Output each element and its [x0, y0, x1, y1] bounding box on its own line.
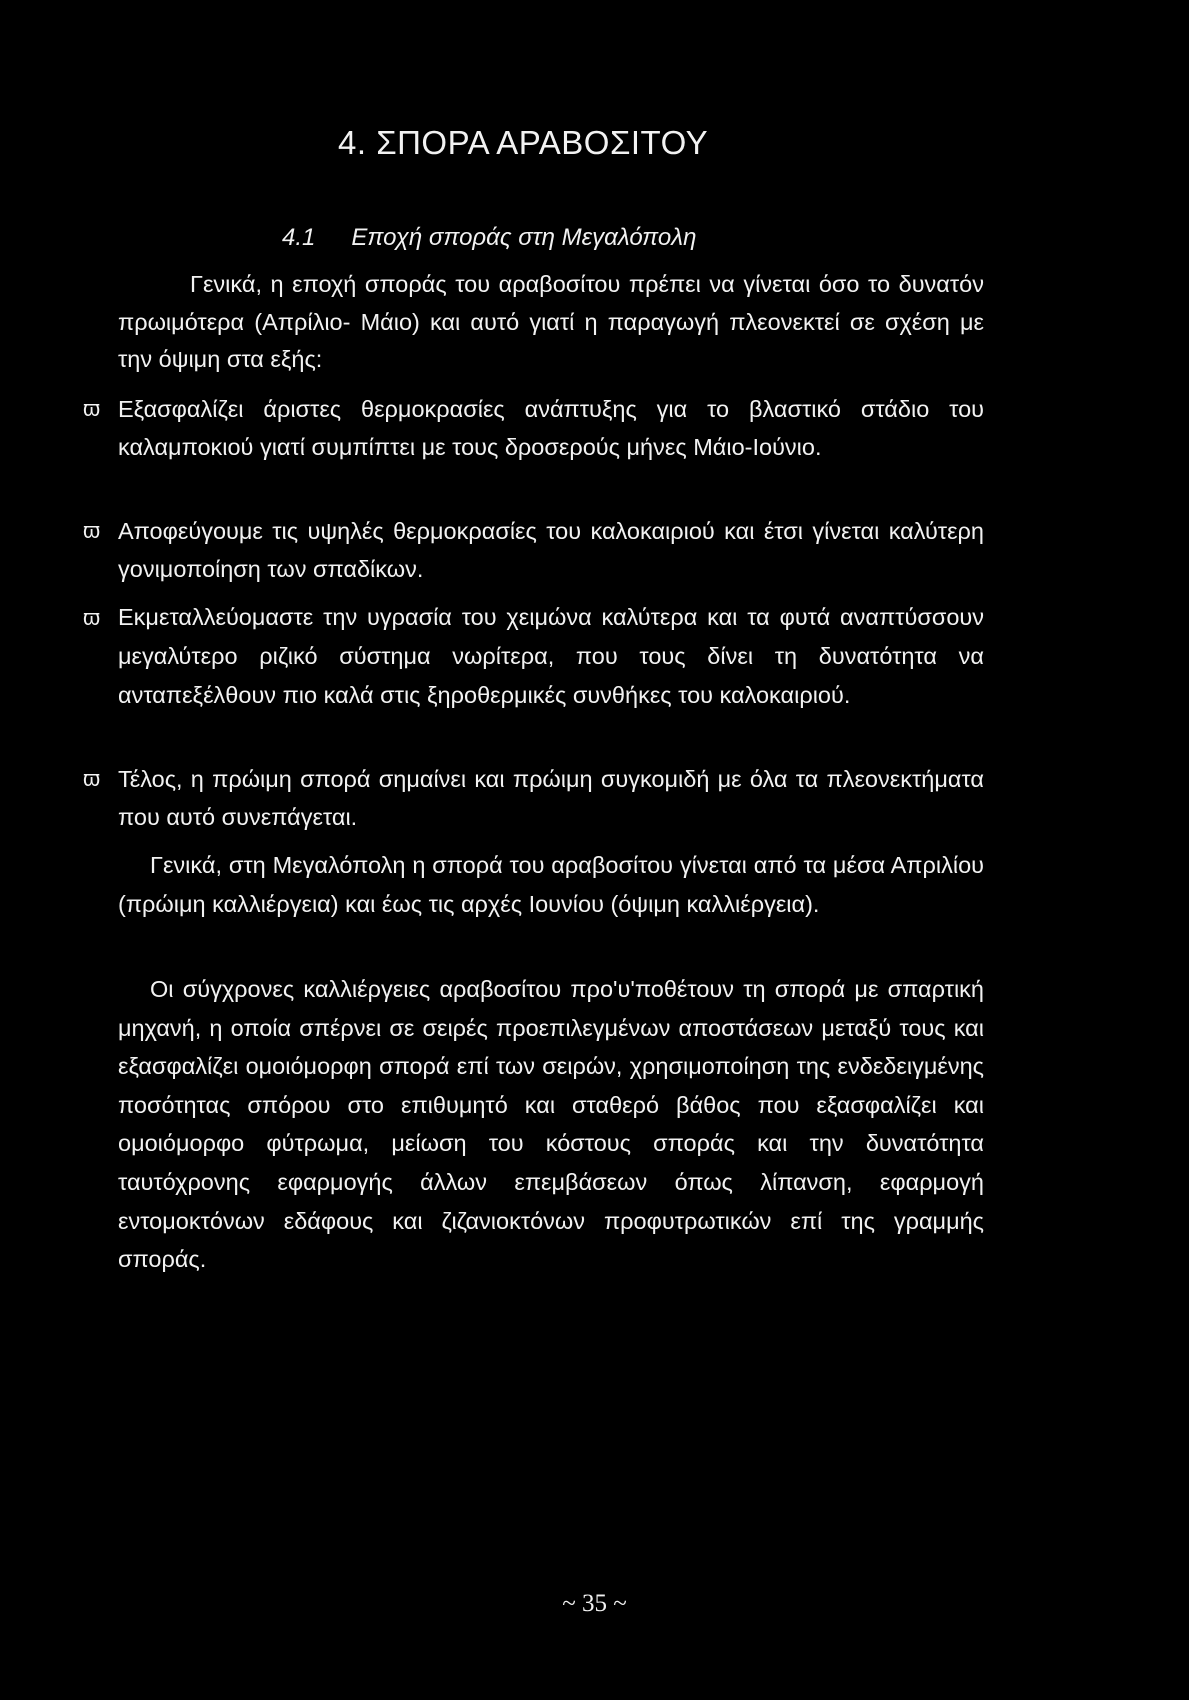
modern-cultivation-paragraph: Οι σύγχρονες καλλιέργειες αραβοσίτου προ'υ'ποθέτουν τη σπορά με σπαρτική μηχανή, η οποία σπέρνει σε σειρές προεπιλεγμένων αποστάσεων μεταξύ τους και εξασφαλίζει ομοιόμορφη σπορά επί των σειρών, χρησιμοποίηση της ενδεδειγμένης ποσότητας σπόρου στο επιθυμητό και σταθερό βάθος που εξασφαλίζει και ομοιόμορφο φύτρωμα, μείωση του κόστους σποράς και την δυνατότητα ταυτόχρονης εφαρμογής άλλων επεμβάσεων όπως λίπανση, εφαρμογή εντομοκτόνων εδάφους και ζιζανιοκτόνων προφυτρωτικών επί της γραμμής σποράς. — [118, 976, 984, 1273]
bullet-item — [83, 598, 984, 715]
bullet-text: Εξασφαλίζει άριστες θερμοκρασίες ανάπτυξης για το βλαστικό στάδιο του καλαμποκιού γιατί συμπίπτει με τους δροσερούς μήνες Μάιο-Ιούνιο. — [118, 396, 984, 460]
section-heading — [282, 224, 696, 252]
section-number: 4.1 — [282, 224, 316, 251]
bullet-item — [83, 390, 984, 466]
megalopoli-paragraph: Γενικά, στη Μεγαλόπολη η σπορά του αραβοσίτου γίνεται από τα μέσα Απριλίου (πρώιμη καλλιέργεια) και έως τις αρχές Ιουνίου (όψιμη καλλιέργεια). — [118, 852, 984, 917]
bullet-icon: ϖ — [83, 605, 101, 630]
bullet-text: Τέλος, η πρώιμη σπορά σημαίνει και πρώιμη συγκομιδή με όλα τα πλεονεκτήματα που αυτό συνεπάγεται. — [118, 766, 984, 830]
bullet-text: Αποφεύγουμε τις υψηλές θερμοκρασίες του καλοκαιριού και έτσι γίνεται καλύτερη γονιμοποίηση των σπαδίκων. — [118, 518, 984, 582]
bullet-text: Εκμεταλλεύομαστε την υγρασία του χειμώνα καλύτερα και τα φυτά αναπτύσσουν μεγαλύτερο ριζικό σύστημα νωρίτερα, που τους δίνει τη δυνατότητα να ανταπεξέλθουν πιο καλά στις ξηροθερμικές συνθήκες του καλοκαιριού. — [118, 604, 984, 708]
chapter-title: 4. ΣΠΟΡΑ ΑΡΑΒΟΣΙΤΟΥ — [338, 124, 709, 161]
bullet-icon: ϖ — [83, 518, 101, 543]
intro-paragraph: Γενικά, η εποχή σποράς του αραβοσίτου πρέπει να γίνεται όσο το δυνατόν πρωιμότερα (Απρίλιο- Μάιο) και αυτό γιατί η παραγωγή πλεονεκτεί σε σχέση με την όψιμη στα εξής: — [118, 271, 984, 372]
bullet-icon: ϖ — [83, 766, 101, 791]
section-title: Εποχή σποράς στη Μεγαλόπολη — [351, 224, 697, 251]
bullet-icon: ϖ — [83, 396, 101, 421]
bullet-item — [83, 760, 984, 836]
page-number: ~ 35 ~ — [562, 1590, 627, 1617]
bullet-item — [83, 512, 984, 588]
